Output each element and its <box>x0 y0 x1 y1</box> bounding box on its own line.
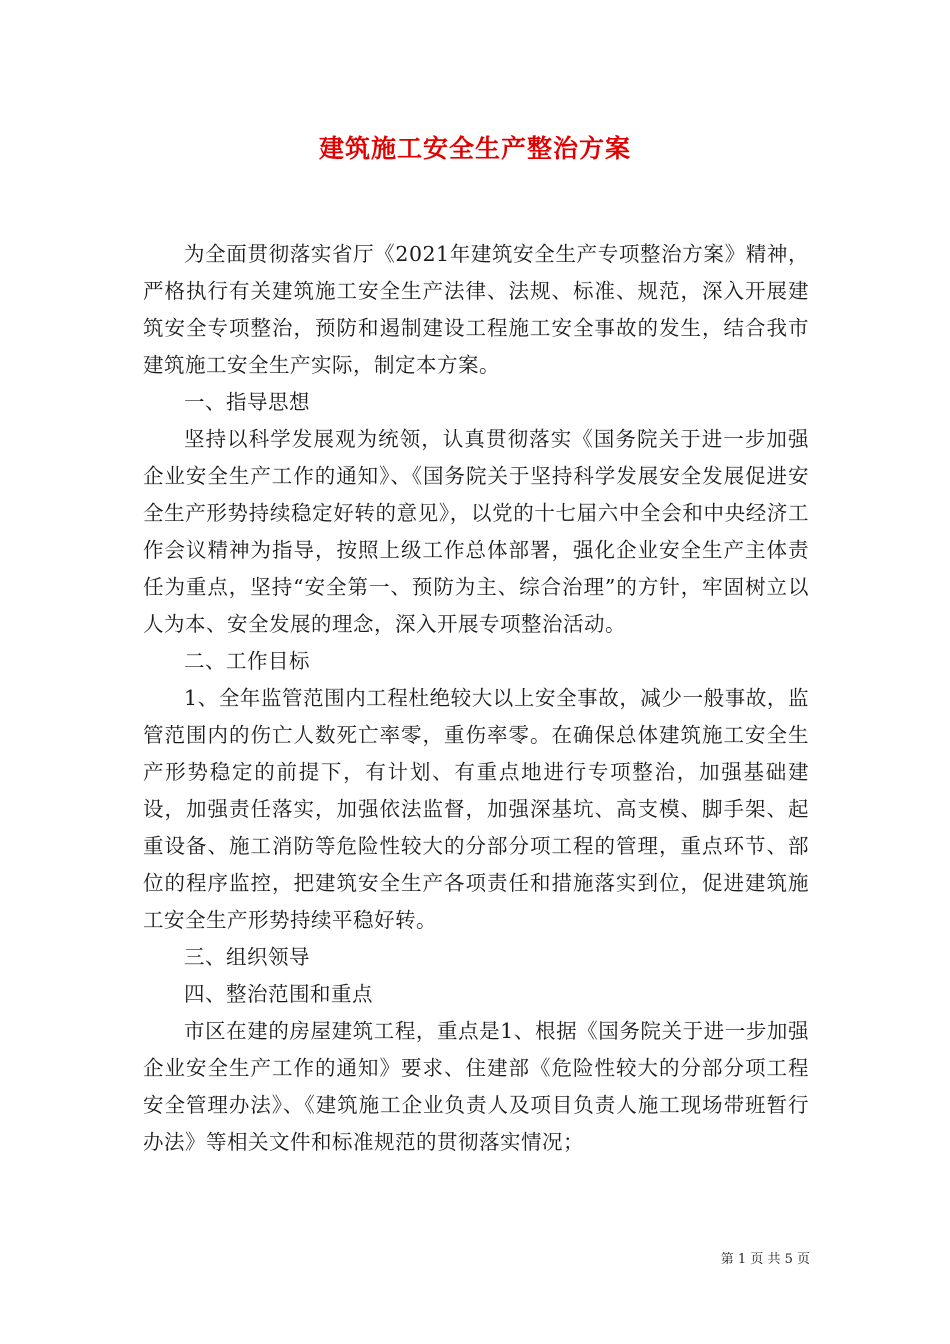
section-heading-work-goals: 二、工作目标 <box>184 649 310 673</box>
document-title: 建筑施工安全生产整治方案 <box>318 134 631 163</box>
intro-paragraph: 为全面贯彻落实省厅《2021年建筑安全生产专项整治方案》精神，严格执行有关建筑施工安全生产法律、法规、标准、规范，深入开展建筑安全专项整治，预防和遏制建设工程施工安全事故的发生，结合我市建筑施工安全生产实际，制定本方案。 <box>143 242 809 377</box>
section-heading-scope: 四、整治范围和重点 <box>184 982 373 1006</box>
page-number: 第 1 页 共 5 页 <box>720 1252 810 1267</box>
work-goals-paragraph: 1、全年监管范围内工程杜绝较大以上安全事故，减少一般事故，监管范围内的伤亡人数死亡率零，重伤率零。在确保总体建筑施工安全生产形势稳定的前提下，有计划、有重点地进行专项整治，加强基础建设，加强责任落实，加强依法监督，加强深基坑、高支模、脚手架、起重设备、施工消防等危险性较大的分部分项工程的管理，重点环节、部位的程序监控，把建筑安全生产各项责任和措施落实到位，促进建筑施工安全生产形势持续平稳好转。 <box>143 686 809 932</box>
guiding-ideology-paragraph: 坚持以科学发展观为统领，认真贯彻落实《国务院关于进一步加强企业安全生产工作的通知》、《国务院关于坚持科学发展安全发展促进安全生产形势持续稳定好转的意见》，以党的十七届六中全会和中央经济工作会议精神为指导，按照上级工作总体部署，强化企业安全生产主体责任为重点，坚持“安全第一、预防为主、综合治理”的方针，牢固树立以人为本、安全发展的理念，深入开展专项整治活动。 <box>143 427 809 636</box>
scope-paragraph: 市区在建的房屋建筑工程，重点是1、根据《国务院关于进一步加强企业安全生产工作的通知》要求、住建部《危险性较大的分部分项工程安全管理办法》、《建筑施工企业负责人及项目负责人施工现场带班暂行办法》等相关文件和标准规范的贯彻落实情况； <box>143 1019 809 1154</box>
section-heading-guiding-ideology: 一、指导思想 <box>184 390 310 414</box>
document-body <box>143 236 809 1161</box>
section-heading-organization: 三、组织领导 <box>184 945 310 969</box>
